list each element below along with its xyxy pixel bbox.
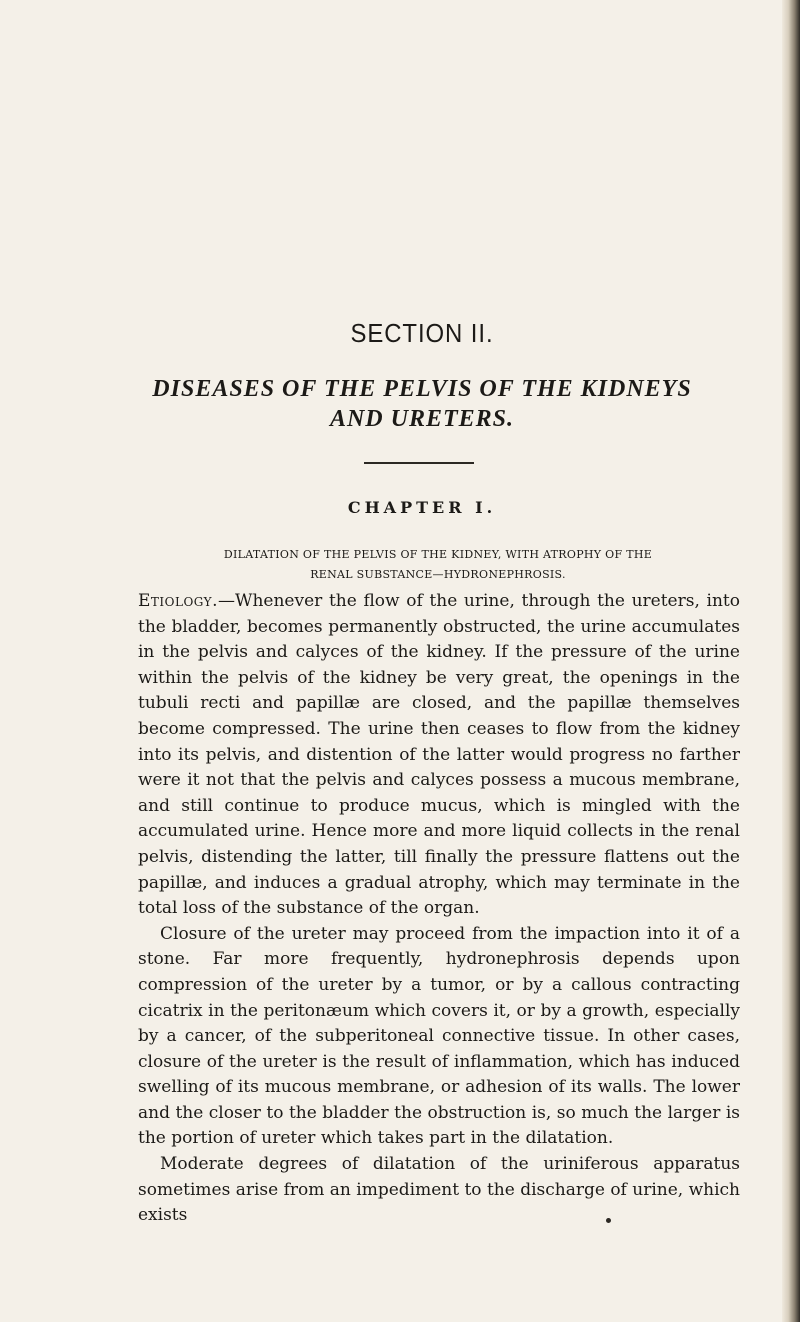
title-line-1: DISEASES OF THE PELVIS OF THE KIDNEYS [152,376,692,402]
page-edge-shadow [782,0,800,1322]
paragraph-2 [138,922,740,1152]
divider [364,462,474,464]
chapter-subtitle [138,545,738,585]
title [92,374,752,434]
paragraph-text: Moderate degrees of dilatation of the uriniferous apparatus sometimes arise from an impediment to the discharge of urine, which exists [138,1154,740,1226]
paragraph-text: Closure of the ureter may proceed from the impaction into it of a stone. Far more frequently, hydronephrosis depends upon compression of the ureter by a tumor, or by a callous contracting cicatrix in the peritonæum which covers it, or by a growth, especially by a cancer, of the subperitoneal connective tissue. In other cases, closure of the ureter is the result of inflammation, which has induced swelling of its mucous membrane, or adhesion of its walls. The lower and the closer to the bladder the obstruction is, so much the larger is the portion of ureter which takes part in the dilatation. [138,923,740,1149]
paragraph-3 [138,1152,740,1229]
body-text [138,589,740,1229]
paragraph-text: —Whenever the flow of the urine, through the ureters, into the bladder, becomes permanently obstructed, the urine accumulates in the pelvis and calyces of the kidney. If the pressure of the urine within the pelvis of the kidney be very great, the openings in the tubuli recti and papillæ are closed, and the papillæ themselves become compressed. The urine then ceases to flow from the kidney into its pelvis, and distention of the latter would progress no farther were it not that the pelvis and calyces possess a mucous membrane, and still continue to produce mucus, which is mingled with the accumulated urine. Hence more and more liquid collects in the renal pelvis, distending the latter, till finally the pressure flattens out the papillæ, and induces a gradual atrophy, which may terminate in the total loss of the substance of the organ. [138,591,740,919]
chapter-heading: CHAPTER I. [347,498,497,517]
chapter-subtitle-line-2: RENAL SUBSTANCE—HYDRONEPHROSIS. [310,568,566,581]
title-line-2: AND URETERS. [329,406,515,432]
paragraph-label: Etiology. [138,591,218,611]
section-title: SECTION II. [350,318,494,348]
chapter-subtitle-line-1: DILATATION OF THE PELVIS OF THE KIDNEY, WITH ATROPHY OF THE [223,548,653,561]
paragraph-1 [138,589,740,922]
print-speck [606,1218,611,1223]
